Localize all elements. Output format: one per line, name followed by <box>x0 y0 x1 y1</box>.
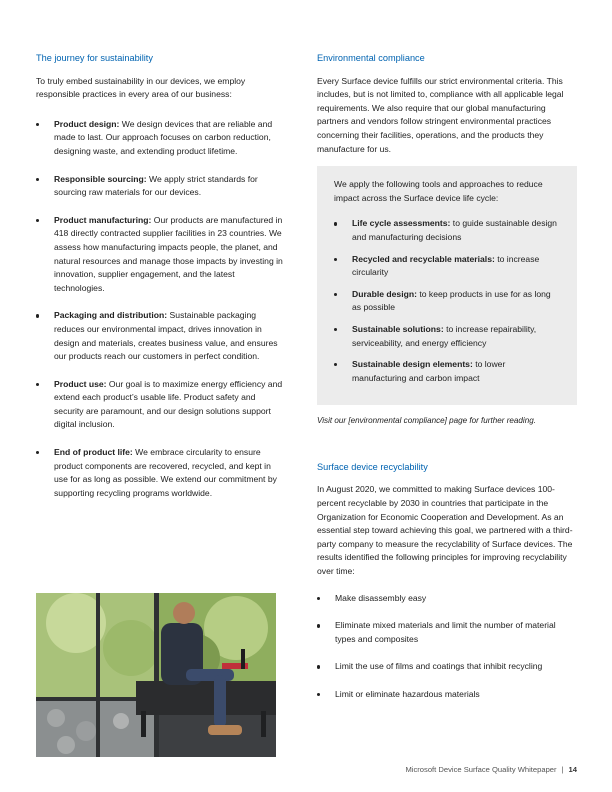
list-item-term: Sustainable design elements: <box>352 359 473 370</box>
page-footer <box>405 763 577 777</box>
list-item <box>36 118 284 159</box>
list-item-term: Recycled and recyclable materials: <box>352 253 495 264</box>
list-item-term: Sustainable solutions: <box>352 323 444 334</box>
recyclability-text: In August 2020, we committed to making Surface devices 100-percent recyclable by 2030 in countries that participate in the Organization for Economic Cooperation and Development. As an essential step toward achieving this goal, we partnered with a third-party company to measure the recyclability of Surface devices. The results identified the following principles for improving recyclability over time: <box>317 484 573 577</box>
list-item-term: End of product life: <box>54 447 133 458</box>
right-column <box>317 52 577 716</box>
compliance-text: Every Surface device fulfills our strict environmental criteria. This includes, but is not limited to, compliance with all applicable legal requirements. We also require that our global manufacturing partners and vendors follow stringent environmental practices concerning their facilities, operations, and the products they manufacture for us. <box>317 75 564 154</box>
list-item-term: Life cycle assessments: <box>352 218 451 229</box>
sustainability-intro: To truly embed sustainability in our devices, we employ responsible practices in every area of our business: <box>36 75 246 100</box>
list-item <box>36 309 284 363</box>
list-item <box>36 214 284 296</box>
list-item <box>36 173 284 200</box>
photo-illustration <box>36 593 276 757</box>
page-number: 14 <box>568 765 577 774</box>
further-reading-note: Visit our [environmental compliance] page for further reading. <box>317 416 536 426</box>
list-item-term: Product manufacturing: <box>54 214 152 225</box>
sustainability-list <box>36 118 284 501</box>
list-item: Limit the use of films and coatings that inhibit recycling <box>317 660 577 674</box>
list-item-term: Product use: <box>54 378 107 389</box>
list-item-text: to lower manufacturing and carbon impact <box>352 359 506 383</box>
list-item-text: to increase repairability, serviceability, and energy efficiency <box>352 323 537 348</box>
panel-intro: We apply the following tools and approaches to reduce impact across the Surface device life cycle: <box>334 179 543 203</box>
footer-separator: | <box>561 765 564 774</box>
list-item <box>36 378 284 432</box>
list-item: Make disassembly easy <box>317 592 577 606</box>
list-item <box>334 217 559 244</box>
list-item <box>334 253 559 280</box>
list-item-text: to increase circularity <box>352 253 540 278</box>
list-item-text: Our goal is to maximize energy efficiency and extend each product’s usable life. Product safety and security are paramount, and our design solutions support digital inclusion. <box>54 378 283 430</box>
list-item-term: Packaging and distribution: <box>54 310 168 321</box>
list-item-text: to keep products in use for as long as possible <box>352 288 551 313</box>
list-item <box>334 288 559 315</box>
footer-title: Microsoft Device Surface Quality Whitepaper <box>405 765 557 774</box>
list-item-term: Product design: <box>54 118 120 129</box>
section-heading-recyclability: Surface device recyclability <box>317 461 428 472</box>
photo-man-with-laptop <box>36 593 276 757</box>
life-cycle-panel <box>317 166 577 405</box>
list-item-text: Our products are manufactured in 418 directly contracted supplier facilities in 23 countries. We assess how manufacturing impacts people, the planet, and natural resources and manage those impacts by investing in innovation, supplier engagement, and the latest technologies. <box>54 214 283 293</box>
list-item: Limit or eliminate hazardous materials <box>317 688 577 702</box>
panel-list <box>334 217 559 385</box>
section-heading-compliance: Environmental compliance <box>317 53 425 63</box>
recyclability-list <box>317 592 577 702</box>
section-heading-sustainability: The journey for sustainability <box>36 53 153 63</box>
list-item-text: to guide sustainable design and manufacturing decisions <box>352 218 557 242</box>
list-item <box>334 358 559 385</box>
list-item <box>334 323 559 350</box>
left-column <box>36 52 284 514</box>
list-item-text: We design devices that are reliable and made to last. Our approach focuses on carbon reduction, designing waste, and extending product lifetime. <box>54 118 273 156</box>
list-item-text: We apply strict standards for sourcing raw materials for our devices. <box>54 173 258 198</box>
list-item: Eliminate mixed materials and limit the number of material types and composites <box>317 619 577 646</box>
list-item-text: We embrace circularity to ensure product components are recovered, recycled, and kept in use for as long as possible. We extend our commitment by supporting recycling programs worldwide. <box>54 447 277 498</box>
list-item <box>36 446 284 500</box>
list-item-term: Durable design: <box>352 288 417 299</box>
list-item-term: Responsible sourcing: <box>54 173 147 184</box>
list-item-text: Sustainable packaging reduces our environmental impact, drives innovation in design and materials, creates business value, and ensures our products reach our customers in perfect condition. <box>54 310 278 362</box>
